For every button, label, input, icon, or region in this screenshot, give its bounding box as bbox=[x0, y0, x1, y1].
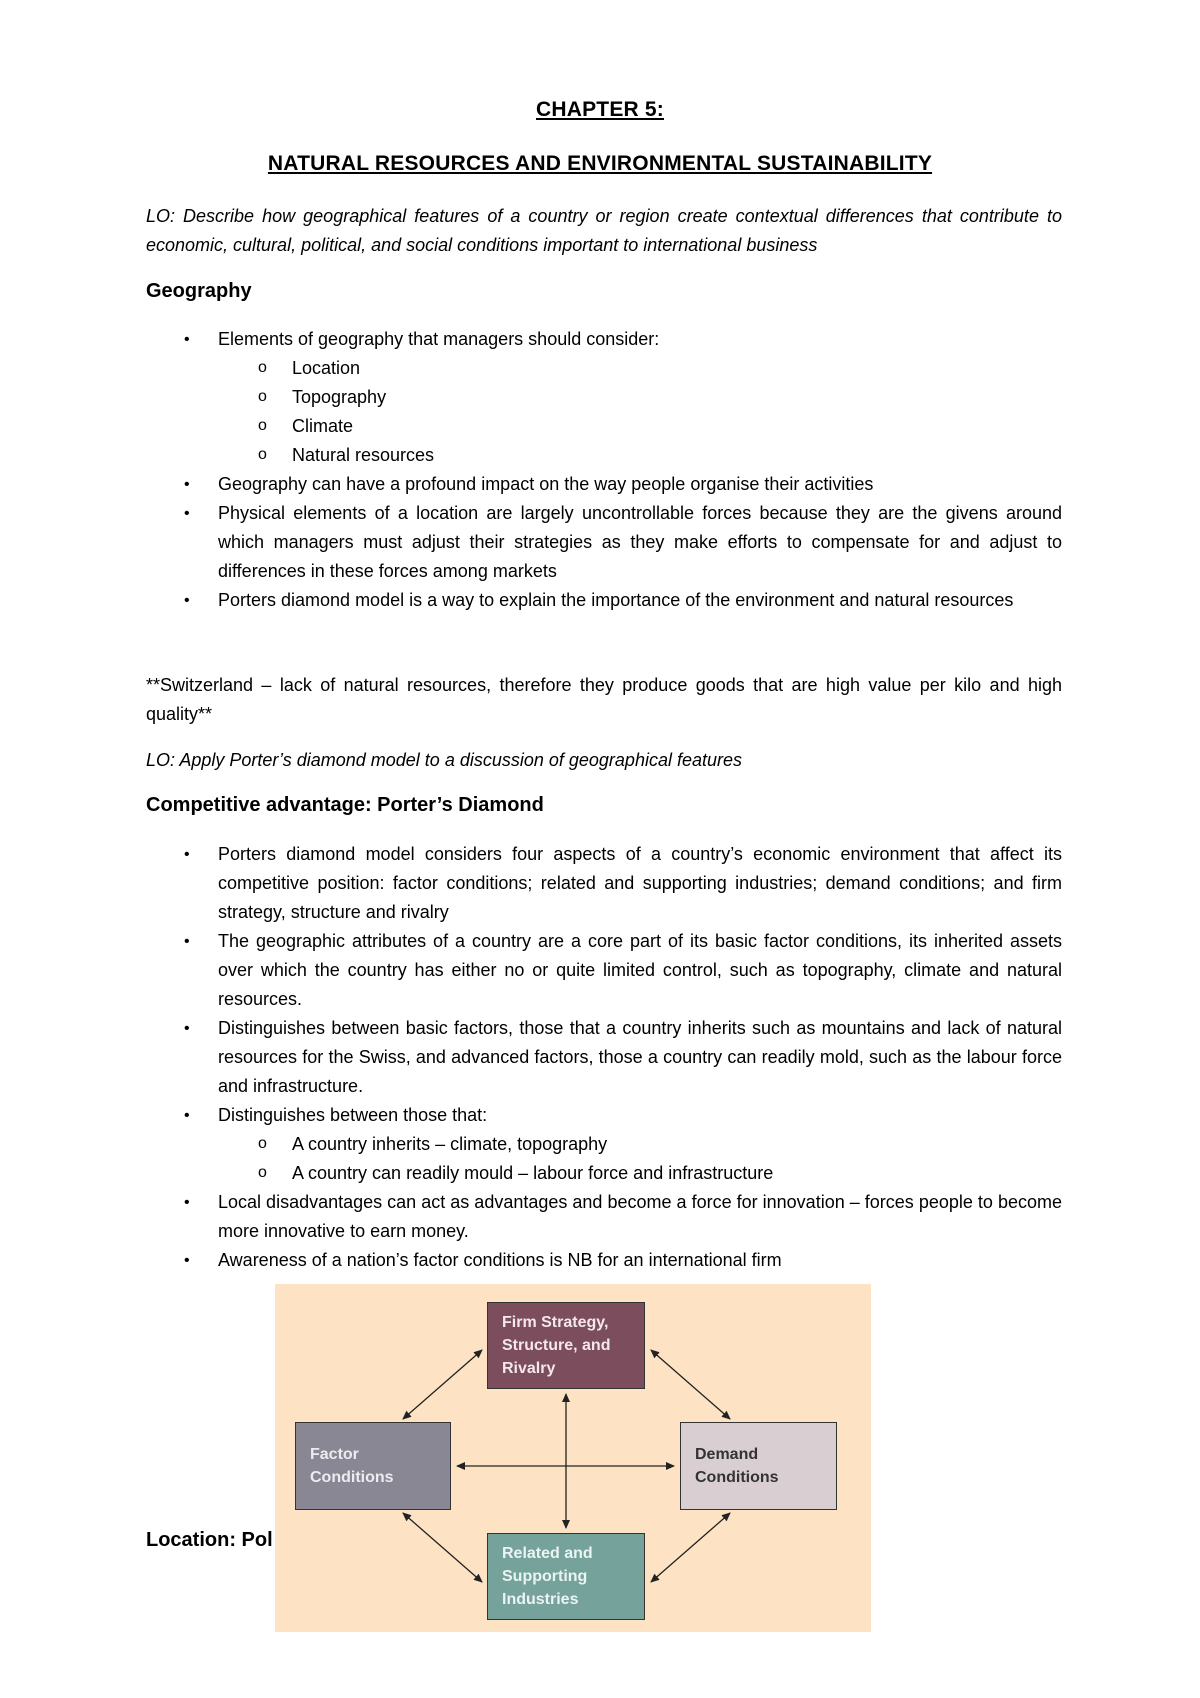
bullet-text: Porters diamond model is a way to explain the importance of the environment and natural resources bbox=[218, 590, 1014, 610]
firm-strategy-box: Firm Strategy, Structure, and Rivalry bbox=[487, 1302, 645, 1389]
sub-list-item bbox=[146, 383, 1062, 412]
switzerland-note: **Switzerland – lack of natural resources, therefore they produce goods that are high value per kilo and high quality** bbox=[146, 675, 1062, 724]
bullet-icon: • bbox=[184, 1107, 190, 1124]
sub-item-text: Natural resources bbox=[292, 445, 435, 465]
sub-list-item bbox=[146, 1130, 1062, 1159]
bullet-icon: • bbox=[184, 331, 190, 348]
list-item bbox=[146, 325, 1062, 354]
bullet-icon: • bbox=[184, 1194, 190, 1211]
list-item bbox=[146, 840, 1062, 927]
list-item bbox=[146, 1246, 1062, 1275]
circle-bullet-icon: o bbox=[258, 446, 267, 463]
sub-list-item bbox=[146, 441, 1062, 470]
circle-bullet-icon: o bbox=[258, 1135, 267, 1152]
porters-diamond-diagram bbox=[275, 1284, 871, 1632]
list-item bbox=[146, 586, 1062, 615]
chapter-subtitle: NATURAL RESOURCES AND ENVIRONMENTAL SUSTAINABILITY bbox=[267, 152, 933, 175]
chapter-title: CHAPTER 5: bbox=[535, 98, 664, 121]
list-item bbox=[146, 1101, 1062, 1130]
circle-bullet-icon: o bbox=[258, 359, 267, 376]
arrow-related-demand bbox=[651, 1513, 730, 1582]
bullet-icon: • bbox=[184, 592, 190, 609]
bullet-icon: • bbox=[184, 933, 190, 950]
list-item bbox=[146, 470, 1062, 499]
arrow-factor-firm bbox=[403, 1350, 482, 1419]
bullet-text: Distinguishes between basic factors, those that a country inherits such as mountains and lack of natural resources for the Swiss, and advanced factors, those a country can readily mold, such as the labour force and infrastructure. bbox=[218, 1018, 1062, 1096]
sub-item-text: Climate bbox=[292, 416, 354, 436]
circle-bullet-icon: o bbox=[258, 417, 267, 434]
arrow-firm-demand bbox=[651, 1350, 730, 1419]
related-industries-box: Related and Supporting Industries bbox=[487, 1533, 645, 1620]
porter-heading: Competitive advantage: Porter’s Diamond bbox=[146, 794, 544, 816]
bullet-text: Geography can have a profound impact on the way people organise their activities bbox=[218, 474, 874, 494]
arrow-factor-related bbox=[403, 1513, 482, 1582]
bullet-text: Distinguishes between those that: bbox=[218, 1105, 488, 1125]
circle-bullet-icon: o bbox=[258, 388, 267, 405]
bullet-text: Local disadvantages can act as advantages and become a force for innovation – forces people to become more innovative to earn money. bbox=[218, 1192, 1062, 1241]
sub-item-text: A country inherits – climate, topography bbox=[292, 1134, 608, 1154]
sub-item-text: Topography bbox=[292, 387, 387, 407]
sub-item-text: A country can readily mould – labour force and infrastructure bbox=[292, 1163, 774, 1183]
geography-heading: Geography bbox=[146, 280, 252, 302]
learning-objective-1: LO: Describe how geographical features of a country or region create contextual differences that contribute to economic, cultural, political, and social conditions important to international business bbox=[146, 206, 1062, 255]
demand-conditions-box: Demand Conditions bbox=[680, 1422, 837, 1510]
bullet-icon: • bbox=[184, 505, 190, 522]
bullet-icon: • bbox=[184, 846, 190, 863]
bullet-text: The geographic attributes of a country are a core part of its basic factor conditions, its inherited assets over which the country has either no or quite limited control, such as topography, climate and natural resources. bbox=[218, 931, 1062, 1009]
bullet-icon: • bbox=[184, 476, 190, 493]
list-item bbox=[146, 1188, 1062, 1246]
sub-list-item bbox=[146, 354, 1062, 383]
bullet-icon: • bbox=[184, 1252, 190, 1269]
list-item bbox=[146, 499, 1062, 586]
porter-bullet-list bbox=[146, 840, 1062, 1275]
factor-conditions-box: Factor Conditions bbox=[295, 1422, 451, 1510]
location-heading: Location: Pol bbox=[146, 1529, 273, 1551]
list-item bbox=[146, 1014, 1062, 1101]
sub-list-item bbox=[146, 412, 1062, 441]
bullet-text: Awareness of a nation’s factor conditions is NB for an international firm bbox=[218, 1250, 782, 1270]
geography-bullet-list bbox=[146, 325, 1062, 615]
bullet-text: Elements of geography that managers should consider: bbox=[218, 329, 660, 349]
sub-item-text: Location bbox=[292, 358, 361, 378]
circle-bullet-icon: o bbox=[258, 1164, 267, 1181]
list-item bbox=[146, 927, 1062, 1014]
bullet-text: Physical elements of a location are largely uncontrollable forces because they are the givens around which managers must adjust their strategies as they make efforts to compensate for and adjust to differences in these forces among markets bbox=[218, 503, 1062, 581]
sub-list-item bbox=[146, 1159, 1062, 1188]
bullet-text: Porters diamond model considers four aspects of a country’s economic environment that affect its competitive position: factor conditions; related and supporting industries; demand conditions; and firm strategy, structure and rivalry bbox=[218, 844, 1062, 922]
bullet-icon: • bbox=[184, 1020, 190, 1037]
learning-objective-2: LO: Apply Porter’s diamond model to a discussion of geographical features bbox=[146, 750, 743, 770]
